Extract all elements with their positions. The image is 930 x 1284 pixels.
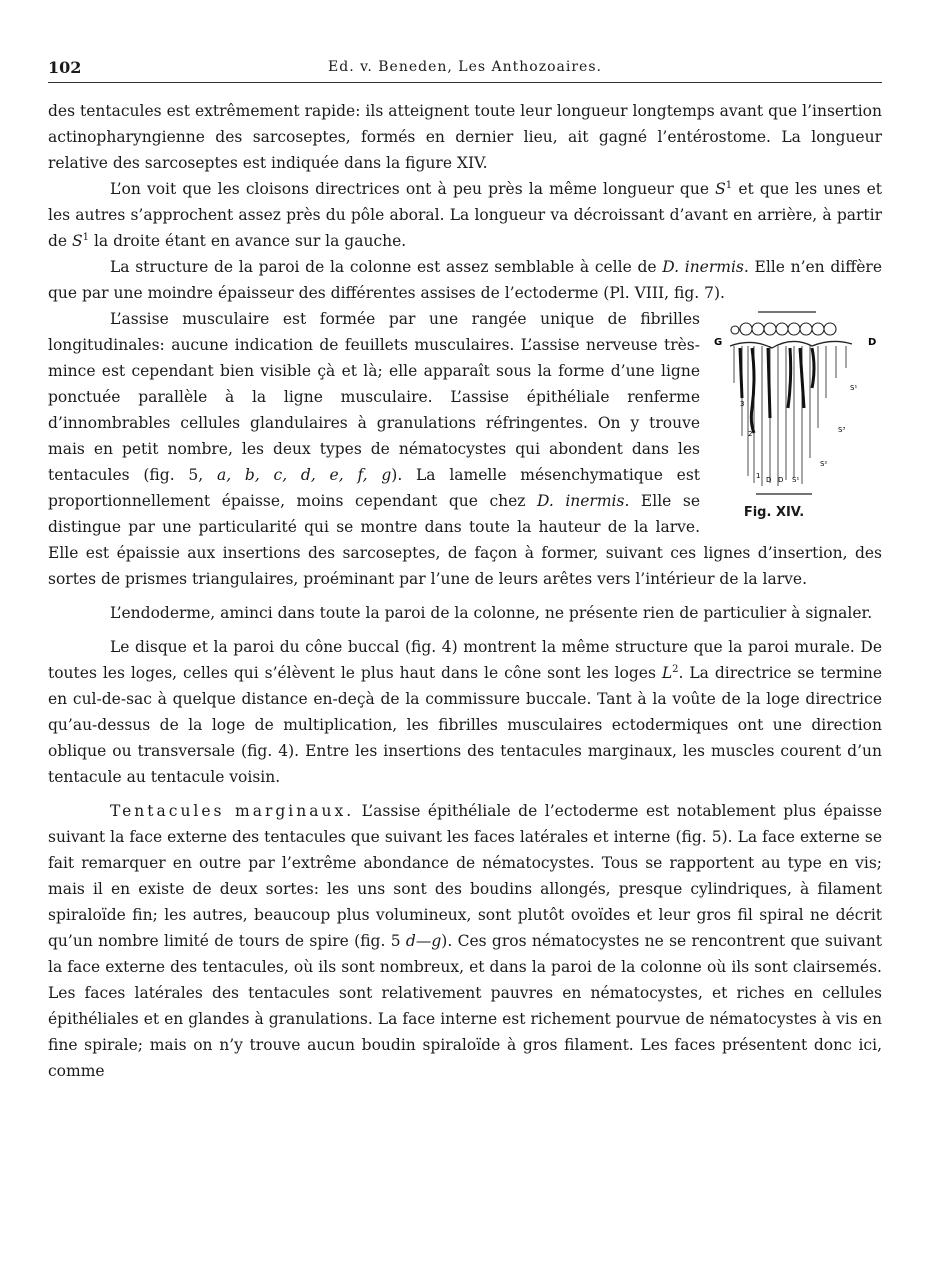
- figure-caption: Fig. XIV.: [743, 505, 805, 520]
- thick-septa: [740, 348, 814, 433]
- page-header: [48, 58, 882, 83]
- p3-italic: D. inermis.: [662, 258, 749, 276]
- p4-italic-species: D. inermis.: [536, 492, 630, 510]
- p2-symbol-s: S: [715, 180, 726, 198]
- figure-xiv: [712, 308, 882, 520]
- label-s1: S¹: [850, 384, 858, 392]
- p6-text-a: Le disque et la paroi du cône buccal (fig. 4) montrent la même structure que la paroi murale. De toutes les loges, celles qui s’élèvent le plus haut dans le cône sont les loges: [48, 638, 882, 682]
- paragraph-2: [48, 176, 882, 254]
- p6-text-b: . La directrice se termine en cul-de-sac à quelque distance en-deçà de la commissure buccale. Tant à la voûte de la loge directrice qu’au-dessus de la loge de multiplication, les fibrilles musculaires ectodermiques ont une direction oblique ou transversale (fig. 4). Entre les insertions des tentacules marginaux, les muscles courent d’un tentacule au tentacule voisin.: [48, 664, 882, 786]
- p7-text-end: ). Ces gros nématocystes ne se rencontrent que suivant la face externe des tentacules, où ils sont nombreux, et dans la paroi de la colonne où ils sont clairsemés. Les faces latérales des tentacules sont relativement pauvres en nématocystes, et riches en cellules épithéliales et en glandes à granulations. La face interne est richement pourvue de nématocystes à vis en fine spirale; mais on n’y trouve aucun boudin spiraloïde à gros filament. Les faces présentent donc ici, comme: [48, 932, 882, 1080]
- label-bottom-d1: D: [766, 476, 772, 484]
- paragraph-3: [48, 254, 882, 306]
- running-title: Ed. v. Beneden, Les Anthozoaires.: [328, 59, 602, 75]
- p6-symbol-l: L: [661, 664, 673, 682]
- p2-sup: 1: [725, 179, 733, 191]
- septa-length-diagram: [712, 308, 882, 508]
- p4-italic-list: a, b, c, d, e, f, g: [216, 466, 392, 484]
- p2-text-c: la droite étant en avance sur la gauche.: [89, 232, 407, 250]
- label-s3: S³: [838, 426, 846, 434]
- label-s2: S²: [820, 460, 828, 468]
- label-d: D: [868, 337, 877, 348]
- p4-text-b: ). La lamelle mésenchymatique est proportionnellement épaisse, moins cependant que chez: [48, 466, 701, 510]
- label-3: 3: [740, 400, 745, 408]
- p2-sup2: 1: [82, 231, 90, 243]
- p2-text-b: et que les unes et les autres s’approchent assez près du pôle aboral. La longueur va décroissant d’avant en arrière, à partir de: [48, 180, 882, 250]
- paragraph-1: des tentacules est extrêmement rapide: ils atteignent toute leur longueur longtemps avant que l’insertion actinopharyngienne des sarcoseptes, formés en dernier lieu, ait gagné l’entérostome. La longueur relative des sarcoseptes est indiquée dans la figure XIV.: [48, 102, 882, 172]
- label-2: 2: [748, 430, 753, 438]
- paragraph-6: [48, 634, 882, 790]
- figure-wrap-block: [48, 306, 882, 592]
- paragraph-5: L’endoderme, aminci dans toute la paroi de la colonne, ne présente rien de particulier à signaler.: [110, 604, 873, 622]
- label-g: G: [714, 337, 723, 348]
- tentacle-circles: [731, 323, 836, 335]
- page-number: 102: [48, 58, 82, 77]
- p3-text-b: Elle n’en diffère que par une moindre épaisseur des différentes assises de l’ectoderme (Pl. VIII, fig. 7).: [48, 258, 882, 302]
- p7-text-body: L’assise épithéliale de l’ectoderme est notablement plus épaisse suivant la face externe des tentacules que suivant les faces latérales et interne (fig. 5). La face externe se fait remarquer en outre par l’extrême abondance de nématocystes. Tous se rapportent au type en vis; mais il en existe de deux sortes: les uns sont des boudins allongés, presque cylindriques, à filament spiraloïde fin; les autres, beaucoup plus volumineux, sont plutôt ovoïdes et leur gros fil spiral ne décrit qu’un nombre limité de tours de spire (fig. 5: [48, 802, 882, 950]
- p4-text-c: Elle se distingue par une particularité qui se montre dans toute la hauteur de la larve. Elle est épaissie aux insertions des sarcoseptes, de façon à former, suivant ces lignes d’insertion, des sortes de prismes triangulaires, proéminant par l’une de leurs arêtes vers l’intérieur de la larve.: [48, 492, 882, 588]
- label-bottom-s1: S¹: [792, 476, 800, 484]
- p2-text-a: L’on voit que les cloisons directrices ont à peu près la même longueur que: [110, 180, 716, 198]
- p7-italic: d—g: [405, 932, 442, 950]
- p3-text-a: La structure de la paroi de la colonne est assez semblable à celle de: [110, 258, 663, 276]
- p4-text-a: L’assise musculaire est formée par une rangée unique de fibrilles longitudinales: aucune indication de feuillets musculaires. L’assise nerveuse très-mince est cependant bien visible çà et là; elle apparaît sous la forme d’une ligne ponctuée parallèle à la ligne musculaire. L’assise épithéliale renferme d’innombrables cellules glandulaires à granulations réfringentes. On y trouve mais en petit nombre, les deux types de nématocystes qui abondent dans les tentacules (fig. 5,: [48, 310, 700, 484]
- label-bottom-d2: D: [778, 476, 784, 484]
- p2-symbol-s2: S: [72, 232, 83, 250]
- body-text: [48, 98, 882, 1084]
- paragraph-7: [48, 798, 882, 1084]
- section-heading-tentacules: Tentacules marginaux.: [110, 802, 355, 820]
- label-1: 1: [756, 472, 761, 480]
- p6-sup: 2: [672, 663, 679, 675]
